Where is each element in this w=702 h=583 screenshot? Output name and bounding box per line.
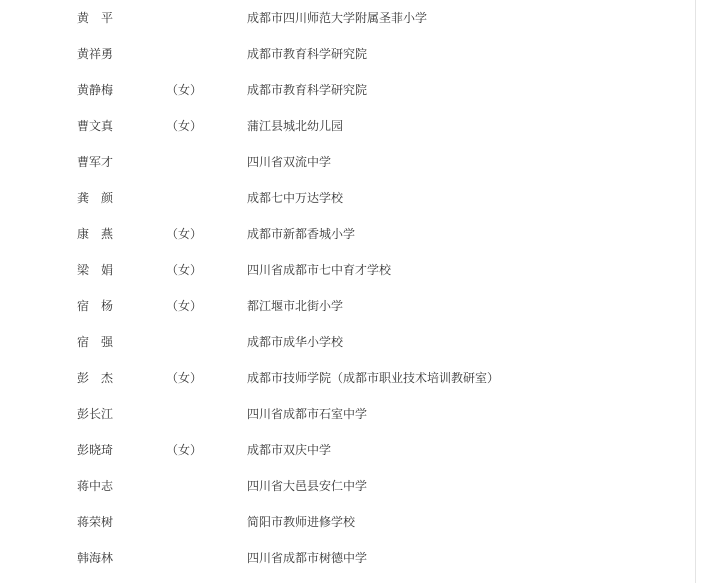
person-name: 彭长江 (77, 407, 114, 421)
work-unit: 四川省成都市石室中学 (247, 407, 368, 421)
work-unit: 成都七中万达学校 (247, 191, 344, 205)
list-item (0, 360, 695, 396)
gender-note: （女） (166, 263, 203, 277)
person-name: 彭 杰 (77, 371, 114, 385)
person-name: 宿 强 (77, 335, 114, 349)
gender-note: （女） (166, 443, 203, 457)
work-unit: 四川省双流中学 (247, 155, 332, 169)
gender-note: （女） (166, 227, 203, 241)
person-name: 康 燕 (77, 227, 114, 241)
work-unit: 成都市技师学院（成都市职业技术培训教研室） (247, 371, 500, 385)
list-item (0, 252, 695, 288)
gender-note: （女） (166, 119, 203, 133)
list-item (0, 72, 695, 108)
work-unit: 成都市成华小学校 (247, 335, 344, 349)
person-name: 宿 杨 (77, 299, 114, 313)
gender-note: （女） (166, 83, 203, 97)
gender-note: （女） (166, 371, 203, 385)
work-unit: 成都市双庆中学 (247, 443, 332, 457)
work-unit: 四川省成都市树德中学 (247, 551, 368, 565)
person-name: 蒋中志 (77, 479, 114, 493)
person-name: 韩海林 (77, 551, 114, 565)
person-name: 梁 娟 (77, 263, 114, 277)
person-name: 曹文真 (77, 119, 114, 133)
work-unit: 都江堰市北街小学 (247, 299, 344, 313)
person-name: 曹军才 (77, 155, 114, 169)
person-name: 蒋荣树 (77, 515, 114, 529)
list-item (0, 432, 695, 468)
list-item (0, 504, 695, 540)
list-item (0, 288, 695, 324)
work-unit: 成都市四川师范大学附属圣菲小学 (247, 11, 428, 25)
person-name: 彭晓琦 (77, 443, 114, 457)
list-item (0, 468, 695, 504)
person-name: 黄 平 (77, 11, 114, 25)
work-unit: 成都市教育科学研究院 (247, 83, 368, 97)
list-item (0, 216, 695, 252)
work-unit: 四川省大邑县安仁中学 (247, 479, 368, 493)
content-right-border (695, 0, 696, 583)
list-item (0, 180, 695, 216)
gender-note: （女） (166, 299, 203, 313)
list-item (0, 0, 695, 36)
work-unit: 成都市新都香城小学 (247, 227, 356, 241)
list-item (0, 324, 695, 360)
work-unit: 四川省成都市七中育才学校 (247, 263, 392, 277)
person-name: 黄祥勇 (77, 47, 114, 61)
list-item (0, 144, 695, 180)
work-unit: 简阳市教师进修学校 (247, 515, 356, 529)
list-item (0, 108, 695, 144)
list-item (0, 36, 695, 72)
list-item (0, 396, 695, 432)
person-name: 龚 颜 (77, 191, 114, 205)
list-item (0, 540, 695, 576)
work-unit: 蒲江县城北幼儿园 (247, 119, 344, 133)
person-name: 黄静梅 (77, 83, 114, 97)
work-unit: 成都市教育科学研究院 (247, 47, 368, 61)
